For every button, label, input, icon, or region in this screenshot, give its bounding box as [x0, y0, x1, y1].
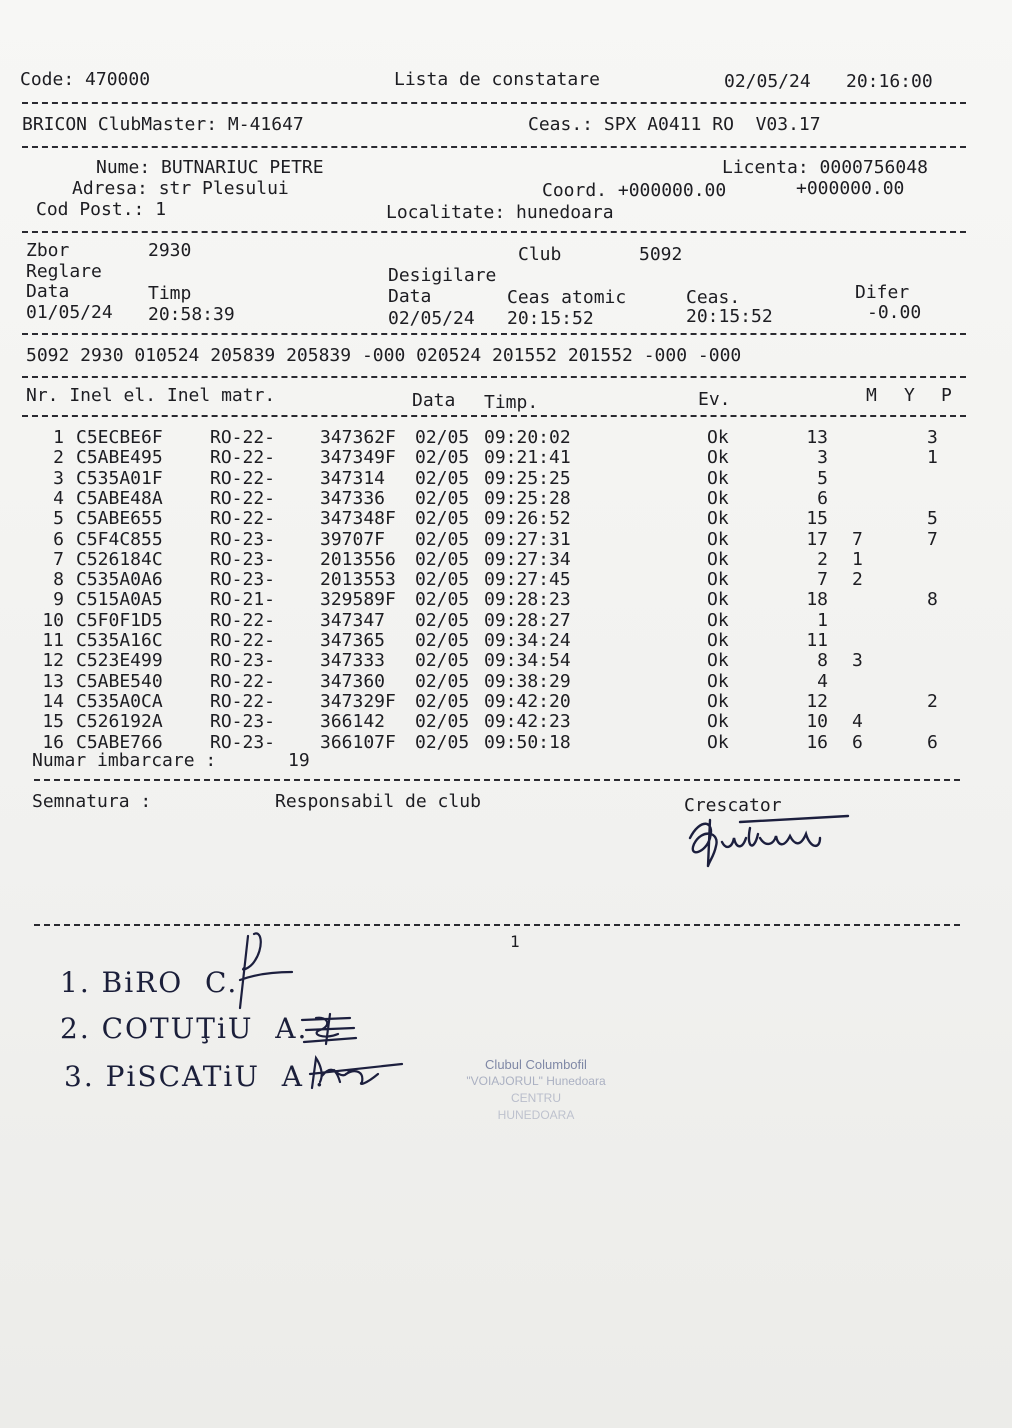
position-y: 1	[852, 548, 863, 570]
electronic-ring: C5F0F1D5	[76, 609, 163, 631]
commission-member-2: 2. COTUŢiU A.	[60, 1012, 309, 1045]
ring-number: 39707F	[320, 528, 386, 550]
ring-series: RO-23-	[210, 650, 276, 672]
event-status: Ok	[707, 427, 729, 448]
breeder-signature	[680, 808, 860, 878]
event-status: Ok	[707, 467, 729, 489]
table-row	[0, 712, 1012, 732]
event-status: Ok	[707, 447, 729, 469]
event-status: Ok	[707, 487, 729, 509]
table-row	[0, 448, 1012, 468]
ring-number: 347347	[320, 609, 386, 631]
member-1-signature	[230, 928, 300, 1012]
desig-date: 02/05/24	[388, 308, 475, 329]
position-m: 6	[817, 487, 828, 509]
arrival-date: 02/05	[415, 711, 470, 733]
arrival-date: 02/05	[415, 589, 470, 611]
owner-coord2: +000000.00	[796, 178, 905, 199]
ring-series: RO-22-	[210, 447, 276, 469]
arrival-time: 09:28:23	[484, 589, 571, 611]
table-row	[0, 672, 1012, 692]
ring-series: RO-22-	[210, 427, 276, 448]
ring-number: 347362F	[320, 427, 396, 448]
electronic-ring: C526184C	[76, 548, 163, 570]
table-row	[0, 509, 1012, 529]
desigilare-label: Desigilare	[388, 265, 497, 286]
reglare-timp-label: Timp	[148, 283, 192, 304]
reglare-date: 01/05/24	[26, 302, 113, 323]
row-number: 11	[42, 630, 64, 651]
divider	[22, 333, 966, 335]
page-number: 1	[510, 932, 520, 951]
arrival-date: 02/05	[415, 569, 470, 591]
divider	[22, 146, 966, 148]
doc-title: Lista de constatare	[394, 69, 600, 90]
position-p: 8	[927, 589, 938, 611]
arrival-date: 02/05	[415, 650, 470, 672]
ring-series: RO-22-	[210, 487, 276, 509]
arrival-time: 09:34:54	[484, 650, 571, 672]
electronic-ring: C535A16C	[76, 630, 163, 651]
member-3-signature	[306, 1054, 406, 1094]
divider	[22, 102, 966, 104]
divider	[34, 779, 960, 781]
owner-coord: Coord. +000000.00	[542, 180, 727, 201]
ring-series: RO-23-	[210, 731, 276, 753]
divider	[22, 231, 966, 233]
col-header-timp: Timp.	[484, 392, 539, 413]
position-m: 1	[817, 609, 828, 631]
event-status: Ok	[707, 589, 729, 611]
col-header-m: M	[866, 385, 877, 406]
divider	[22, 376, 966, 378]
row-number: 5	[53, 508, 64, 530]
row-number: 3	[53, 467, 64, 489]
ring-number: 2013553	[320, 569, 396, 591]
difer-label: Difer	[855, 282, 910, 303]
row-number: 12	[42, 650, 64, 672]
event-status: Ok	[707, 650, 729, 672]
position-p: 1	[927, 447, 938, 469]
ring-series: RO-22-	[210, 467, 276, 489]
position-p: 3	[927, 427, 938, 448]
ring-number: 347336	[320, 487, 386, 509]
position-m: 7	[817, 569, 828, 591]
ring-series: RO-22-	[210, 690, 276, 712]
position-p: 5	[927, 508, 938, 530]
position-m: 10	[806, 711, 828, 733]
position-m: 4	[817, 670, 828, 692]
ring-series: RO-21-	[210, 589, 276, 611]
breeder-label: Crescator	[684, 795, 782, 816]
ring-number: 347329F	[320, 690, 396, 712]
row-number: 13	[42, 670, 64, 692]
row-number: 15	[42, 711, 64, 733]
event-status: Ok	[707, 731, 729, 753]
ceas-label: Ceas.	[686, 287, 741, 308]
table-row	[0, 570, 1012, 590]
zbor-label: Zbor	[26, 240, 70, 261]
event-status: Ok	[707, 548, 729, 570]
ring-number: 366107F	[320, 731, 396, 753]
club-responsible-label: Responsabil de club	[275, 791, 481, 812]
table-row	[0, 692, 1012, 712]
event-status: Ok	[707, 690, 729, 712]
reglare-time: 20:58:39	[148, 304, 235, 325]
club-value: 5092	[639, 244, 683, 265]
ring-series: RO-23-	[210, 548, 276, 570]
owner-license: Licenta: 0000756048	[722, 157, 928, 178]
table-row	[0, 631, 1012, 651]
ring-series: RO-22-	[210, 630, 276, 651]
owner-locality: Localitate: hunedoara	[386, 202, 614, 223]
arrival-time: 09:26:52	[484, 508, 571, 530]
stamp-line-3: CENTRU	[511, 1091, 561, 1105]
row-number: 9	[53, 589, 64, 611]
ring-series: RO-23-	[210, 528, 276, 550]
reglare-data-label: Data	[26, 281, 70, 302]
event-status: Ok	[707, 609, 729, 631]
table-row	[0, 590, 1012, 610]
row-number: 7	[53, 548, 64, 570]
event-status: Ok	[707, 670, 729, 692]
stamp-line-1: Clubul Columbofil	[485, 1057, 587, 1072]
position-y: 2	[852, 569, 863, 591]
row-number: 14	[42, 690, 64, 712]
electronic-ring: C5ABE540	[76, 670, 163, 692]
system-id: BRICON ClubMaster: M-41647	[22, 114, 304, 135]
ring-number: 2013556	[320, 548, 396, 570]
position-m: 2	[817, 548, 828, 570]
position-m: 11	[806, 630, 828, 651]
ring-number: 347314	[320, 467, 386, 489]
position-m: 5	[817, 467, 828, 489]
table-row	[0, 489, 1012, 509]
col-header-data: Data	[412, 390, 456, 411]
ring-series: RO-22-	[210, 508, 276, 530]
col-header-p: P	[941, 385, 952, 406]
position-m: 15	[806, 508, 828, 530]
electronic-ring: C5ABE766	[76, 731, 163, 753]
col-header-ev: Ev.	[698, 389, 731, 410]
owner-postcode: Cod Post.: 1	[36, 199, 167, 220]
table-row	[0, 428, 1012, 448]
event-status: Ok	[707, 508, 729, 530]
position-m: 17	[806, 528, 828, 550]
ring-series: RO-23-	[210, 569, 276, 591]
arrival-time: 09:25:25	[484, 467, 571, 489]
clock-id: Ceas.: SPX A0411 RO V03.17	[528, 114, 821, 135]
ring-number: 347333	[320, 650, 386, 672]
arrival-time: 09:38:29	[484, 670, 571, 692]
electronic-ring: C5ABE495	[76, 447, 163, 469]
arrival-time: 09:25:28	[484, 487, 571, 509]
electronic-ring: C526192A	[76, 711, 163, 733]
arrival-date: 02/05	[415, 508, 470, 530]
commission-member-3: 3. PiSCATiU A .	[64, 1060, 326, 1093]
position-y: 7	[852, 528, 863, 550]
arrival-date: 02/05	[415, 630, 470, 651]
ring-series: RO-23-	[210, 711, 276, 733]
arrival-time: 09:34:24	[484, 630, 571, 651]
electronic-ring: C5F4C855	[76, 528, 163, 550]
col-header-y: Y	[904, 385, 915, 406]
ring-number: 347360	[320, 670, 386, 692]
row-number: 6	[53, 528, 64, 550]
zbor-value: 2930	[148, 240, 192, 261]
arrival-date: 02/05	[415, 609, 470, 631]
event-status: Ok	[707, 528, 729, 550]
arrival-date: 02/05	[415, 487, 470, 509]
position-y: 6	[852, 731, 863, 753]
arrival-date: 02/05	[415, 447, 470, 469]
desig-data-label: Data	[388, 286, 432, 307]
arrival-time: 09:42:23	[484, 711, 571, 733]
arrival-time: 09:27:34	[484, 548, 571, 570]
row-number: 8	[53, 569, 64, 591]
club-stamp	[430, 1056, 642, 1124]
stamp-line-4: HUNEDOARA	[497, 1108, 575, 1122]
club-label: Club	[518, 244, 562, 265]
arrival-date: 02/05	[415, 670, 470, 692]
arrival-date: 02/05	[415, 467, 470, 489]
arrival-time: 09:42:20	[484, 690, 571, 712]
electronic-ring: C523E499	[76, 650, 163, 672]
electronic-ring: C535A0CA	[76, 690, 163, 712]
position-y: 3	[852, 650, 863, 672]
divider	[34, 924, 960, 926]
owner-address: Adresa: str Plesului	[72, 178, 289, 199]
event-status: Ok	[707, 569, 729, 591]
arrival-time: 09:20:02	[484, 427, 571, 448]
ring-number: 347349F	[320, 447, 396, 469]
position-m: 3	[817, 447, 828, 469]
row-number: 16	[42, 731, 64, 753]
atomic-time: 20:15:52	[507, 308, 594, 329]
boarding-value: 19	[288, 750, 310, 771]
difer-value: -0.00	[867, 302, 922, 323]
arrival-date: 02/05	[415, 528, 470, 550]
position-p: 7	[927, 528, 938, 550]
position-m: 13	[806, 427, 828, 448]
arrival-date: 02/05	[415, 427, 470, 448]
table-row	[0, 550, 1012, 570]
doc-time: 20:16:00	[846, 71, 933, 92]
doc-code: Code: 470000	[20, 69, 151, 90]
position-m: 16	[806, 731, 828, 753]
code-line: 5092 2930 010524 205839 205839 -000 020524 201552 201552 -000 -000	[26, 345, 742, 366]
doc-date: 02/05/24	[724, 71, 811, 92]
row-number: 10	[42, 609, 64, 631]
ring-series: RO-22-	[210, 670, 276, 692]
reglare-label: Reglare	[26, 261, 102, 282]
col-header-rings: Nr. Inel el. Inel matr.	[26, 385, 276, 406]
ring-series: RO-22-	[210, 609, 276, 631]
arrival-date: 02/05	[415, 690, 470, 712]
position-m: 12	[806, 690, 828, 712]
arrival-date: 02/05	[415, 548, 470, 570]
owner-name: Nume: BUTNARIUC PETRE	[96, 157, 324, 178]
stamp-line-2: "VOIAJORUL" Hunedoara	[466, 1074, 606, 1088]
signature-label: Semnatura :	[32, 791, 152, 812]
event-status: Ok	[707, 711, 729, 733]
table-row	[0, 611, 1012, 631]
electronic-ring: C515A0A5	[76, 589, 163, 611]
arrival-time: 09:28:27	[484, 609, 571, 631]
table-row	[0, 469, 1012, 489]
commission-member-1: 1. BiRO C.	[60, 966, 239, 999]
electronic-ring: C535A0A6	[76, 569, 163, 591]
position-y: 4	[852, 711, 863, 733]
divider	[22, 415, 966, 417]
arrival-time: 09:50:18	[484, 731, 571, 753]
electronic-ring: C5ABE48A	[76, 487, 163, 509]
table-row	[0, 651, 1012, 671]
row-number: 2	[53, 447, 64, 469]
position-p: 6	[927, 731, 938, 753]
member-2-signature	[298, 1012, 362, 1046]
atomic-label: Ceas atomic	[507, 287, 627, 308]
position-p: 2	[927, 690, 938, 712]
boarding-label: Numar imbarcare :	[32, 750, 217, 771]
electronic-ring: C5ABE655	[76, 508, 163, 530]
electronic-ring: C535A01F	[76, 467, 163, 489]
arrival-date: 02/05	[415, 731, 470, 753]
table-row	[0, 530, 1012, 550]
ring-number: 366142	[320, 711, 386, 733]
row-number: 4	[53, 487, 64, 509]
position-m: 18	[806, 589, 828, 611]
electronic-ring: C5ECBE6F	[76, 427, 163, 448]
arrival-time: 09:27:31	[484, 528, 571, 550]
ring-number: 347348F	[320, 508, 396, 530]
arrival-time: 09:21:41	[484, 447, 571, 469]
ring-number: 329589F	[320, 589, 396, 611]
row-number: 1	[53, 427, 64, 448]
ceas-time: 20:15:52	[686, 306, 773, 327]
arrival-time: 09:27:45	[484, 569, 571, 591]
event-status: Ok	[707, 630, 729, 651]
ring-number: 347365	[320, 630, 386, 651]
position-m: 8	[817, 650, 828, 672]
